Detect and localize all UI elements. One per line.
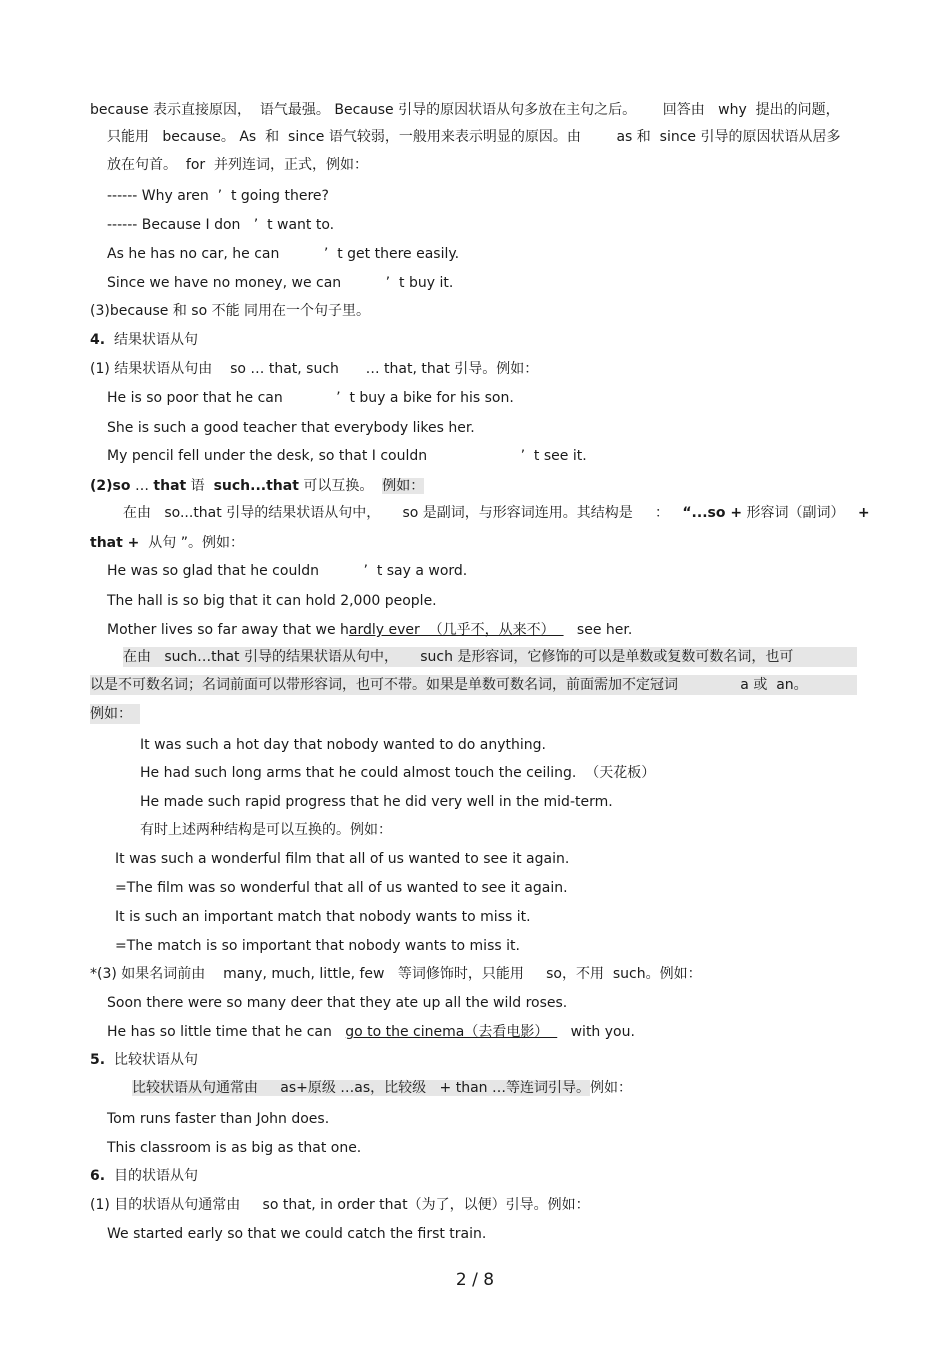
- example-text: He has so little time that he can: [107, 1024, 346, 1040]
- rule-line: *(3) 如果名词前由 many, much, little, few 等词修饰时，只能用 so，不用 such。例如：: [90, 966, 702, 982]
- section-heading-5: [90, 1050, 198, 1070]
- example-line: It was such a wonderful film that all of us wanted to see it again.: [115, 851, 570, 867]
- rule-note: (3)because 和 so 不能 同用在一个句子里。: [90, 303, 371, 319]
- explanation-text: 在由 so...that 引导的结果状语从句中， so 是副词，与形容词连用。其结构是 ：: [123, 505, 683, 521]
- example-line: =The match is so important that nobody wants to miss it.: [115, 938, 520, 954]
- highlighted-explanation-line: 在由 such…that 引导的结果状语从句中， such 是形容词，它修饰的可以是单数或复数可数名词，也可: [123, 647, 857, 667]
- connector-text: 语: [186, 478, 214, 494]
- section-number: 4.: [90, 332, 106, 348]
- example-line: It was such a hot day that nobody wanted to do anything.: [140, 737, 546, 753]
- keyword-such-that: such...that: [213, 478, 299, 494]
- structure-formula: “...so +: [682, 505, 743, 521]
- example-line: We started early so that we could catch the first train.: [107, 1226, 487, 1242]
- example-line: =The film was so wonderful that all of us wanted to see it again.: [115, 880, 568, 896]
- example-line: The hall is so big that it can hold 2,000 people.: [107, 593, 437, 609]
- keyword-so: so: [112, 478, 131, 494]
- example-line: ------ Why aren ’ t going there?: [107, 188, 329, 204]
- section-number: 5.: [90, 1052, 106, 1068]
- paragraph-line: 只能用 because。 As 和 since 语气较弱，一般用来表示明显的原因。由 as 和 since 引导的原因状语从居多: [107, 129, 841, 145]
- example-line: Soon there were so many deer that they ate up all the wild roses.: [107, 995, 568, 1011]
- section-heading-4: [90, 330, 198, 350]
- example-text: see her.: [563, 622, 633, 638]
- section-number: 6.: [90, 1168, 106, 1184]
- example-line: Since we have no money, we can ’ t buy it.: [107, 275, 454, 291]
- highlighted-rule: 比较状语从句通常由 as+原级 …as，比较级 + than …等连词引导。: [132, 1080, 590, 1096]
- example-line: [107, 620, 632, 640]
- explanation-text: 从句 ”。例如：: [139, 535, 245, 551]
- underlined-phrase: ardly ever （几乎不，从来不）: [348, 622, 564, 638]
- rule-line: [132, 1078, 632, 1098]
- keyword-that: that: [153, 478, 187, 494]
- subsection-number: (2): [90, 478, 113, 494]
- highlighted-explanation-line: 以是不可数名词；名词前面可以带形容词，也可不带。如果是单数可数名词，前面需加不定冠词 a 或 an。: [90, 675, 857, 695]
- explanation-line: [123, 503, 870, 523]
- section-heading-6: [90, 1166, 198, 1186]
- example-line: She is such a good teacher that everybody likes her.: [107, 420, 475, 436]
- rule-line: (1) 目的状语从句通常由 so that, in order that（为了，以便）引导。例如：: [90, 1197, 590, 1213]
- example-line: He is so poor that he can ’ t buy a bike for his son.: [107, 390, 514, 406]
- example-line: He was so glad that he couldn ’ t say a word.: [107, 563, 468, 579]
- underlined-phrase: go to the cinema（去看电影）: [345, 1024, 558, 1040]
- section-title: 结果状语从句: [113, 332, 198, 348]
- section-title: 比较状语从句: [113, 1052, 198, 1068]
- example-line: ------ Because I don ’ t want to.: [107, 217, 335, 233]
- ellipsis: …: [130, 478, 154, 494]
- example-line: Tom runs faster than John does.: [107, 1111, 330, 1127]
- example-label: 例如：: [382, 478, 425, 494]
- structure-formula: that +: [90, 535, 140, 551]
- example-line: [107, 1022, 635, 1042]
- example-line: My pencil fell under the desk, so that I couldn ’ t see it.: [107, 448, 587, 464]
- example-line: He made such rapid progress that he did very well in the mid-term.: [140, 794, 613, 810]
- paragraph-line: 放在句首。 for 并列连词，正式，例如：: [107, 157, 369, 173]
- explanation-text: 形容词（副词）: [742, 505, 858, 521]
- subsection-heading: [90, 476, 424, 496]
- example-line: This classroom is as big as that one.: [107, 1140, 362, 1156]
- example-line: He had such long arms that he could almost touch the ceiling. （天花板）: [140, 765, 656, 781]
- example-label: 例如：: [589, 1080, 632, 1096]
- example-label: 例如：: [90, 704, 140, 724]
- example-line: As he has no car, he can ’ t get there easily.: [107, 246, 460, 262]
- note-line: 有时上述两种结构是可以互换的。例如：: [140, 822, 392, 838]
- paragraph-line: because 表示直接原因， 语气最强。 Because 引导的原因状语从句多放在主句之后。 回答由 why 提出的问题，: [90, 102, 840, 118]
- explanation-line: [90, 533, 244, 553]
- example-line: It is such an important match that nobody wants to miss it.: [115, 909, 531, 925]
- section-title: 目的状语从句: [113, 1168, 198, 1184]
- subsection-rest: 可以互换。: [298, 478, 383, 494]
- rule-line: (1) 结果状语从句由 so … that, such … that, that 引导。例如：: [90, 361, 539, 377]
- example-text: with you.: [557, 1024, 635, 1040]
- example-text: Mother lives so far away that we h: [107, 622, 349, 638]
- page-number: 2 / 8: [455, 1270, 495, 1290]
- plus-sign: +: [857, 505, 870, 521]
